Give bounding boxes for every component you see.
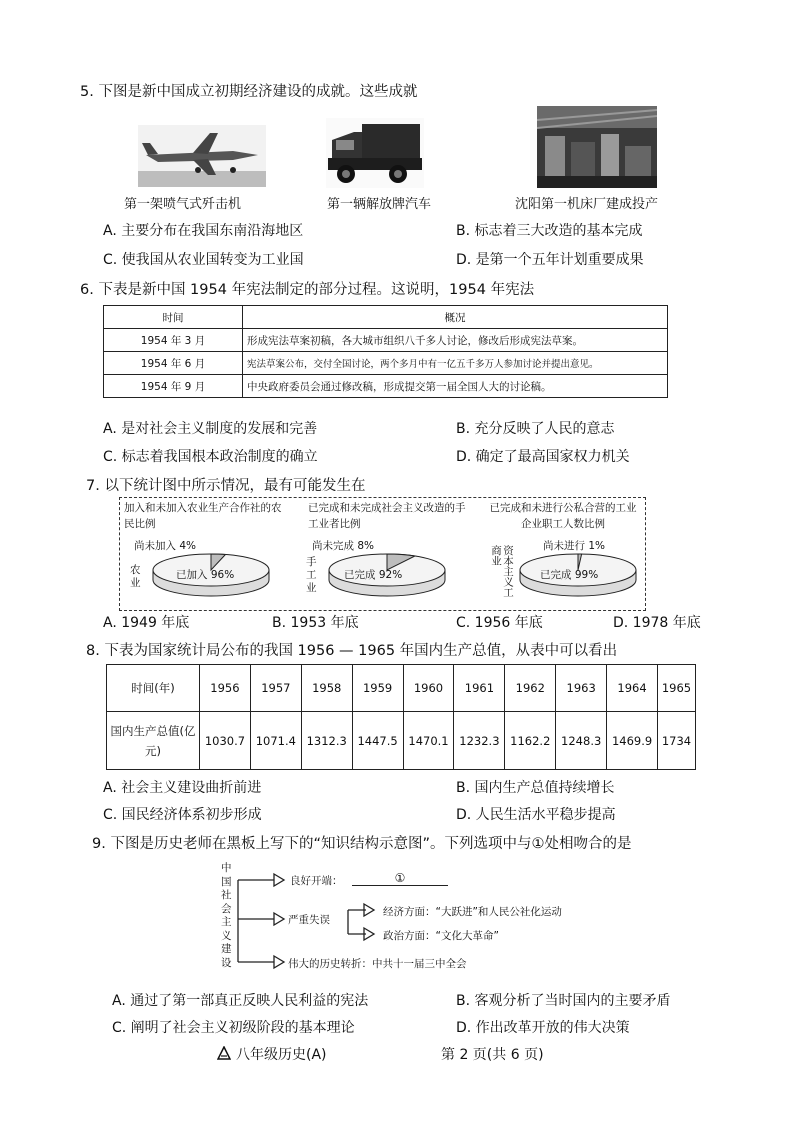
- q6-option-c[interactable]: C. 标志着我国根本政治制度的确立: [103, 449, 318, 465]
- chart1-side-label: 农业: [130, 564, 141, 589]
- q8-gdp-cell: 1162.2: [505, 712, 556, 770]
- chart2-title: 已完成和未完成社会主义改造的手工业者比例: [308, 502, 466, 530]
- q8-year-cell: 1965: [658, 665, 696, 712]
- diagram-branch-turning-point: 伟大的历史转折：中共十一届三中全会: [288, 958, 467, 970]
- q8-year-cell: 1956: [200, 665, 251, 712]
- caption-machine-tool-factory: 沈阳第一机床厂建成投产: [515, 197, 659, 212]
- q8-option-a[interactable]: A. 社会主义建设曲折前进: [103, 780, 262, 796]
- q9-option-a[interactable]: A. 通过了第一部真正反映人民利益的宪法: [112, 993, 369, 1009]
- q6-header-summary: 概况: [243, 306, 668, 329]
- q6-cell-time: 1954 年 3 月: [104, 329, 243, 352]
- chart3-title: 已完成和未进行公私合营的工业企业职工人数比例: [489, 502, 637, 530]
- q8-gdp-cell: 1469.9: [607, 712, 658, 770]
- caption-truck: 第一辆解放牌汽车: [327, 197, 432, 212]
- chart3-slice-major-label: 已完成 99%: [540, 569, 599, 581]
- chart2-side-label: 手工业: [306, 556, 317, 594]
- q8-gdp-cell: 1447.5: [352, 712, 403, 770]
- chart3-slice-minor-label: 尚未进行 1%: [543, 540, 605, 552]
- q7-stem: 7. 以下统计图中所示情况，最有可能发生在: [86, 478, 366, 494]
- q8-gdp-cell: 1734: [658, 712, 696, 770]
- diagram-branch-good-start: 良好开端：: [290, 875, 343, 887]
- q6-stem: 6. 下表是新中国 1954 年宪法制定的部分过程。这说明，1954 年宪法: [80, 282, 535, 298]
- q8-year-cell: 1961: [454, 665, 505, 712]
- chart2-slice-minor-label: 尚未完成 8%: [312, 540, 374, 552]
- q5-option-b[interactable]: B. 标志着三大改造的基本完成: [456, 223, 643, 239]
- q8-year-cell: 1963: [556, 665, 607, 712]
- q8-row-header-year: 时间(年): [107, 665, 200, 712]
- table-row: [104, 329, 668, 352]
- q8-option-c[interactable]: C. 国民经济体系初步形成: [103, 807, 262, 823]
- truck-image: [326, 118, 424, 188]
- chart1-slice-major-label: 已加入 96%: [176, 569, 235, 581]
- q7-option-c[interactable]: C. 1956 年底: [456, 615, 543, 631]
- q5-option-c[interactable]: C. 使我国从农业国转变为工业国: [103, 252, 304, 268]
- table-row: [104, 352, 668, 375]
- q6-cell-time: 1954 年 9 月: [104, 375, 243, 398]
- q8-year-cell: 1957: [250, 665, 301, 712]
- q9-option-c[interactable]: C. 阐明了社会主义初级阶段的基本理论: [112, 1020, 355, 1036]
- q6-cell-summary: 形成宪法草案初稿，各大城市组织八千多人讨论，修改后形成宪法草案。: [243, 329, 668, 352]
- q8-year-cell: 1962: [505, 665, 556, 712]
- q8-gdp-cell: 1312.3: [301, 712, 352, 770]
- diagram-sub-political: 政治方面：“文化大革命”: [383, 930, 499, 942]
- q9-option-d[interactable]: D. 作出改革开放的伟大决策: [456, 1020, 630, 1036]
- diagram-sub-economic: 经济方面：“大跃进”和人民公社化运动: [383, 906, 562, 918]
- q6-cell-summary: 宪法草案公布，交付全国讨论，两个多月中有一亿五千多万人参加讨论并提出意见。: [243, 352, 668, 375]
- q7-option-d[interactable]: D. 1978 年底: [613, 615, 701, 631]
- chart1-title: 加入和未加入农业生产合作社的农民比例: [124, 502, 282, 530]
- footer-page-number: 第 2 页(共 6 页): [441, 1047, 544, 1063]
- q8-table: [106, 664, 696, 770]
- q8-gdp-cell: 1030.7: [200, 712, 251, 770]
- q5-option-a[interactable]: A. 主要分布在我国东南沿海地区: [103, 223, 304, 239]
- diagram-root-label: 中国社会主义建设: [221, 862, 232, 969]
- q8-year-cell: 1964: [607, 665, 658, 712]
- q9-option-b[interactable]: B. 客观分析了当时国内的主要矛盾: [456, 993, 671, 1009]
- q8-year-cell: 1959: [352, 665, 403, 712]
- q8-row-header-gdp: 国内生产总值(亿元): [107, 712, 200, 770]
- jet-fighter-image: [138, 125, 266, 187]
- q7-option-a[interactable]: A. 1949 年底: [103, 615, 190, 631]
- q8-option-d[interactable]: D. 人民生活水平稳步提高: [456, 807, 616, 823]
- q8-stem: 8. 下表为国家统计局公布的我国 1956 — 1965 年国内生产总值，从表中可以看出: [86, 643, 618, 659]
- footer-subject: 八年级历史(A): [236, 1047, 327, 1063]
- q8-gdp-cell: 1470.1: [403, 712, 454, 770]
- q6-cell-summary: 中央政府委员会通过修改稿，形成提交第一届全国人大的讨论稿。: [243, 375, 668, 398]
- q9-stem: 9. 下图是历史老师在黑板上写下的“知识结构示意图”。下列选项中与①处相吻合的是: [92, 836, 632, 852]
- q6-option-d[interactable]: D. 确定了最高国家权力机关: [456, 449, 630, 465]
- q6-header-time: 时间: [104, 306, 243, 329]
- q5-option-d[interactable]: D. 是第一个五年计划重要成果: [456, 252, 644, 268]
- chart1-slice-minor-label: 尚未加入 4%: [134, 540, 196, 552]
- q8-year-cell: 1958: [301, 665, 352, 712]
- diagram-blank-1: ①: [352, 871, 448, 886]
- q7-option-b[interactable]: B. 1953 年底: [272, 615, 359, 631]
- q6-option-b[interactable]: B. 充分反映了人民的意志: [456, 421, 615, 437]
- q6-cell-time: 1954 年 6 月: [104, 352, 243, 375]
- q8-gdp-cell: 1232.3: [454, 712, 505, 770]
- caption-jet-fighter: 第一架喷气式歼击机: [124, 197, 242, 212]
- q8-option-b[interactable]: B. 国内生产总值持续增长: [456, 780, 615, 796]
- q8-gdp-cell: 1248.3: [556, 712, 607, 770]
- chart2-slice-major-label: 已完成 92%: [344, 569, 403, 581]
- diagram-branch-mistakes: 严重失误: [288, 914, 330, 926]
- q8-year-cell: 1960: [403, 665, 454, 712]
- table-row: [104, 375, 668, 398]
- chart3-side-label: 资本主义工商业: [490, 545, 514, 598]
- machine-tool-factory-image: [537, 106, 657, 188]
- q6-table: [103, 305, 668, 398]
- q8-gdp-cell: 1071.4: [250, 712, 301, 770]
- q6-option-a[interactable]: A. 是对社会主义制度的发展和完善: [103, 421, 318, 437]
- q5-stem: 5. 下图是新中国成立初期经济建设的成就。这些成就: [80, 84, 418, 100]
- logo-icon: [217, 1046, 231, 1060]
